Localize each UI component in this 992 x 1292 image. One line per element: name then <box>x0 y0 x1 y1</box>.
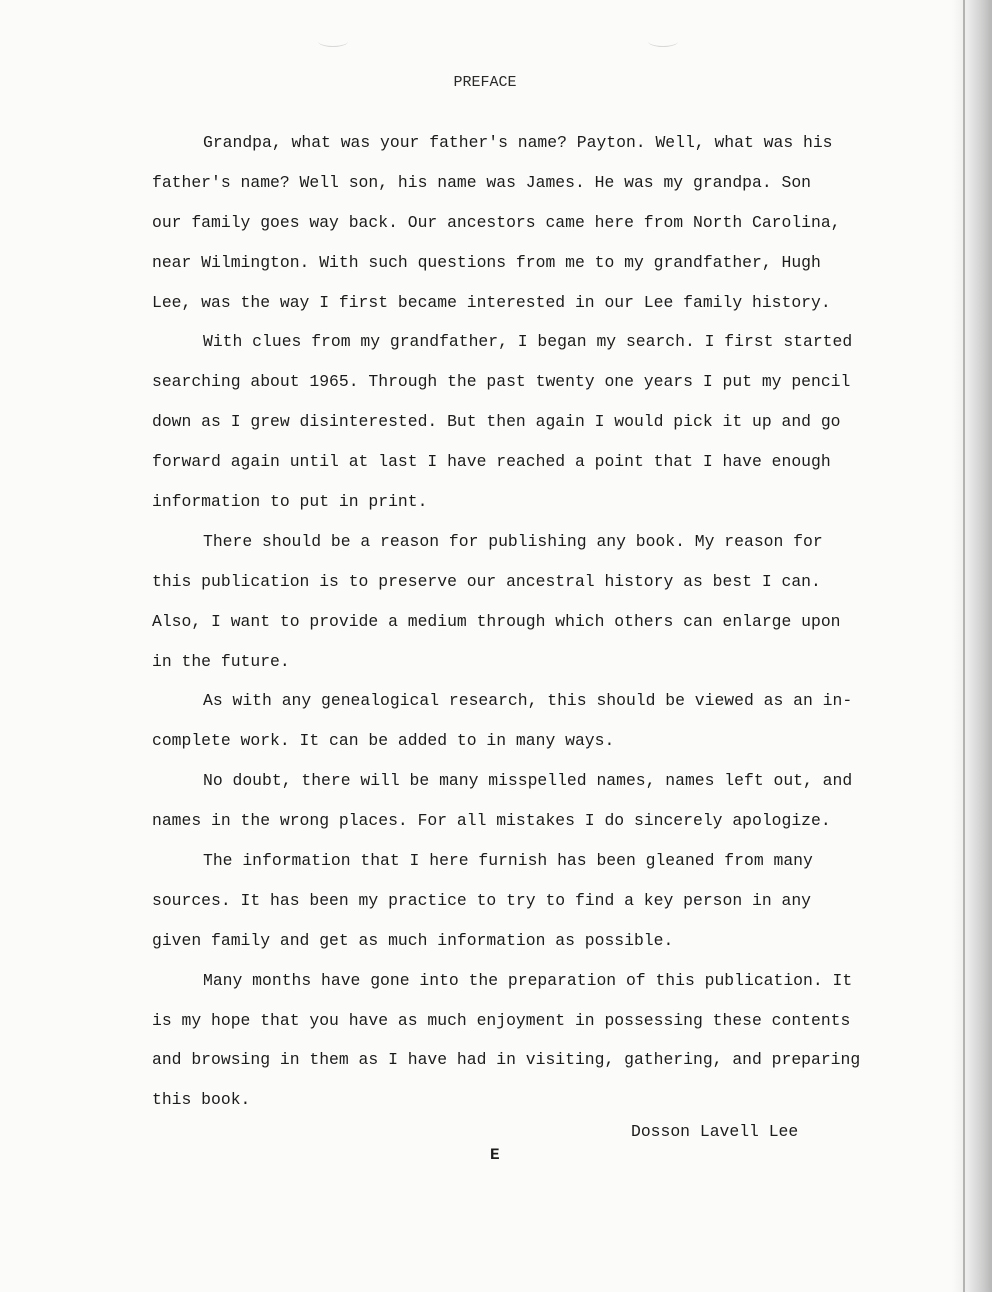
text-line: our family goes way back. Our ancestors came here from North Carolina, <box>152 212 841 232</box>
text-line: in the future. <box>152 651 290 671</box>
text-line: given family and get as much information as possible. <box>152 930 674 950</box>
text-line: is my hope that you have as much enjoyment in possessing these contents <box>152 1010 851 1030</box>
page-title: PREFACE <box>453 74 517 91</box>
author-signature: Dosson Lavell Lee <box>631 1122 799 1141</box>
text-line: complete work. It can be added to in many ways. <box>152 731 615 751</box>
text-line: information to put in print. <box>152 492 428 512</box>
text-line: Grandpa, what was your father's name? Payton. Well, what was his <box>203 133 833 152</box>
text-line: forward again until at last I have reached a point that I have enough <box>152 452 831 472</box>
text-line: this book. <box>152 1090 251 1110</box>
text-line: No doubt, there will be many misspelled names, names left out, and <box>203 771 853 791</box>
text-line: Also, I want to provide a medium through which others can enlarge upon <box>152 611 841 631</box>
text-line: near Wilmington. With such questions from me to my grandfather, Hugh <box>152 252 821 272</box>
scan-mark <box>318 36 348 47</box>
text-line: As with any genealogical research, this should be viewed as an in- <box>203 691 853 711</box>
text-line: names in the wrong places. For all mistakes I do sincerely apologize. <box>152 811 831 831</box>
page-edge-shadow <box>952 0 992 1292</box>
text-line: Many months have gone into the preparation of this publication. It <box>203 970 853 990</box>
page-marker: E <box>490 1146 500 1164</box>
text-line: searching about 1965. Through the past twenty one years I put my pencil <box>152 372 851 392</box>
text-line: sources. It has been my practice to try to find a key person in any <box>152 890 812 910</box>
text-line: Lee, was the way I first became interested in our Lee family history. <box>152 292 831 312</box>
text-line: and browsing in them as I have had in visiting, gathering, and preparing <box>152 1050 861 1070</box>
text-line: down as I grew disinterested. But then again I would pick it up and go <box>152 412 841 432</box>
page-edge-line <box>963 0 965 1292</box>
text-line: With clues from my grandfather, I began my search. I first started <box>203 332 853 352</box>
text-line: The information that I here furnish has been gleaned from many <box>203 851 813 871</box>
text-line: father's name? Well son, his name was James. He was my grandpa. Son <box>152 172 812 192</box>
text-line: There should be a reason for publishing any book. My reason for <box>203 531 823 551</box>
preface-body <box>152 123 892 1120</box>
scan-mark <box>648 36 678 47</box>
text-line: this publication is to preserve our ancestral history as best I can. <box>152 571 821 591</box>
